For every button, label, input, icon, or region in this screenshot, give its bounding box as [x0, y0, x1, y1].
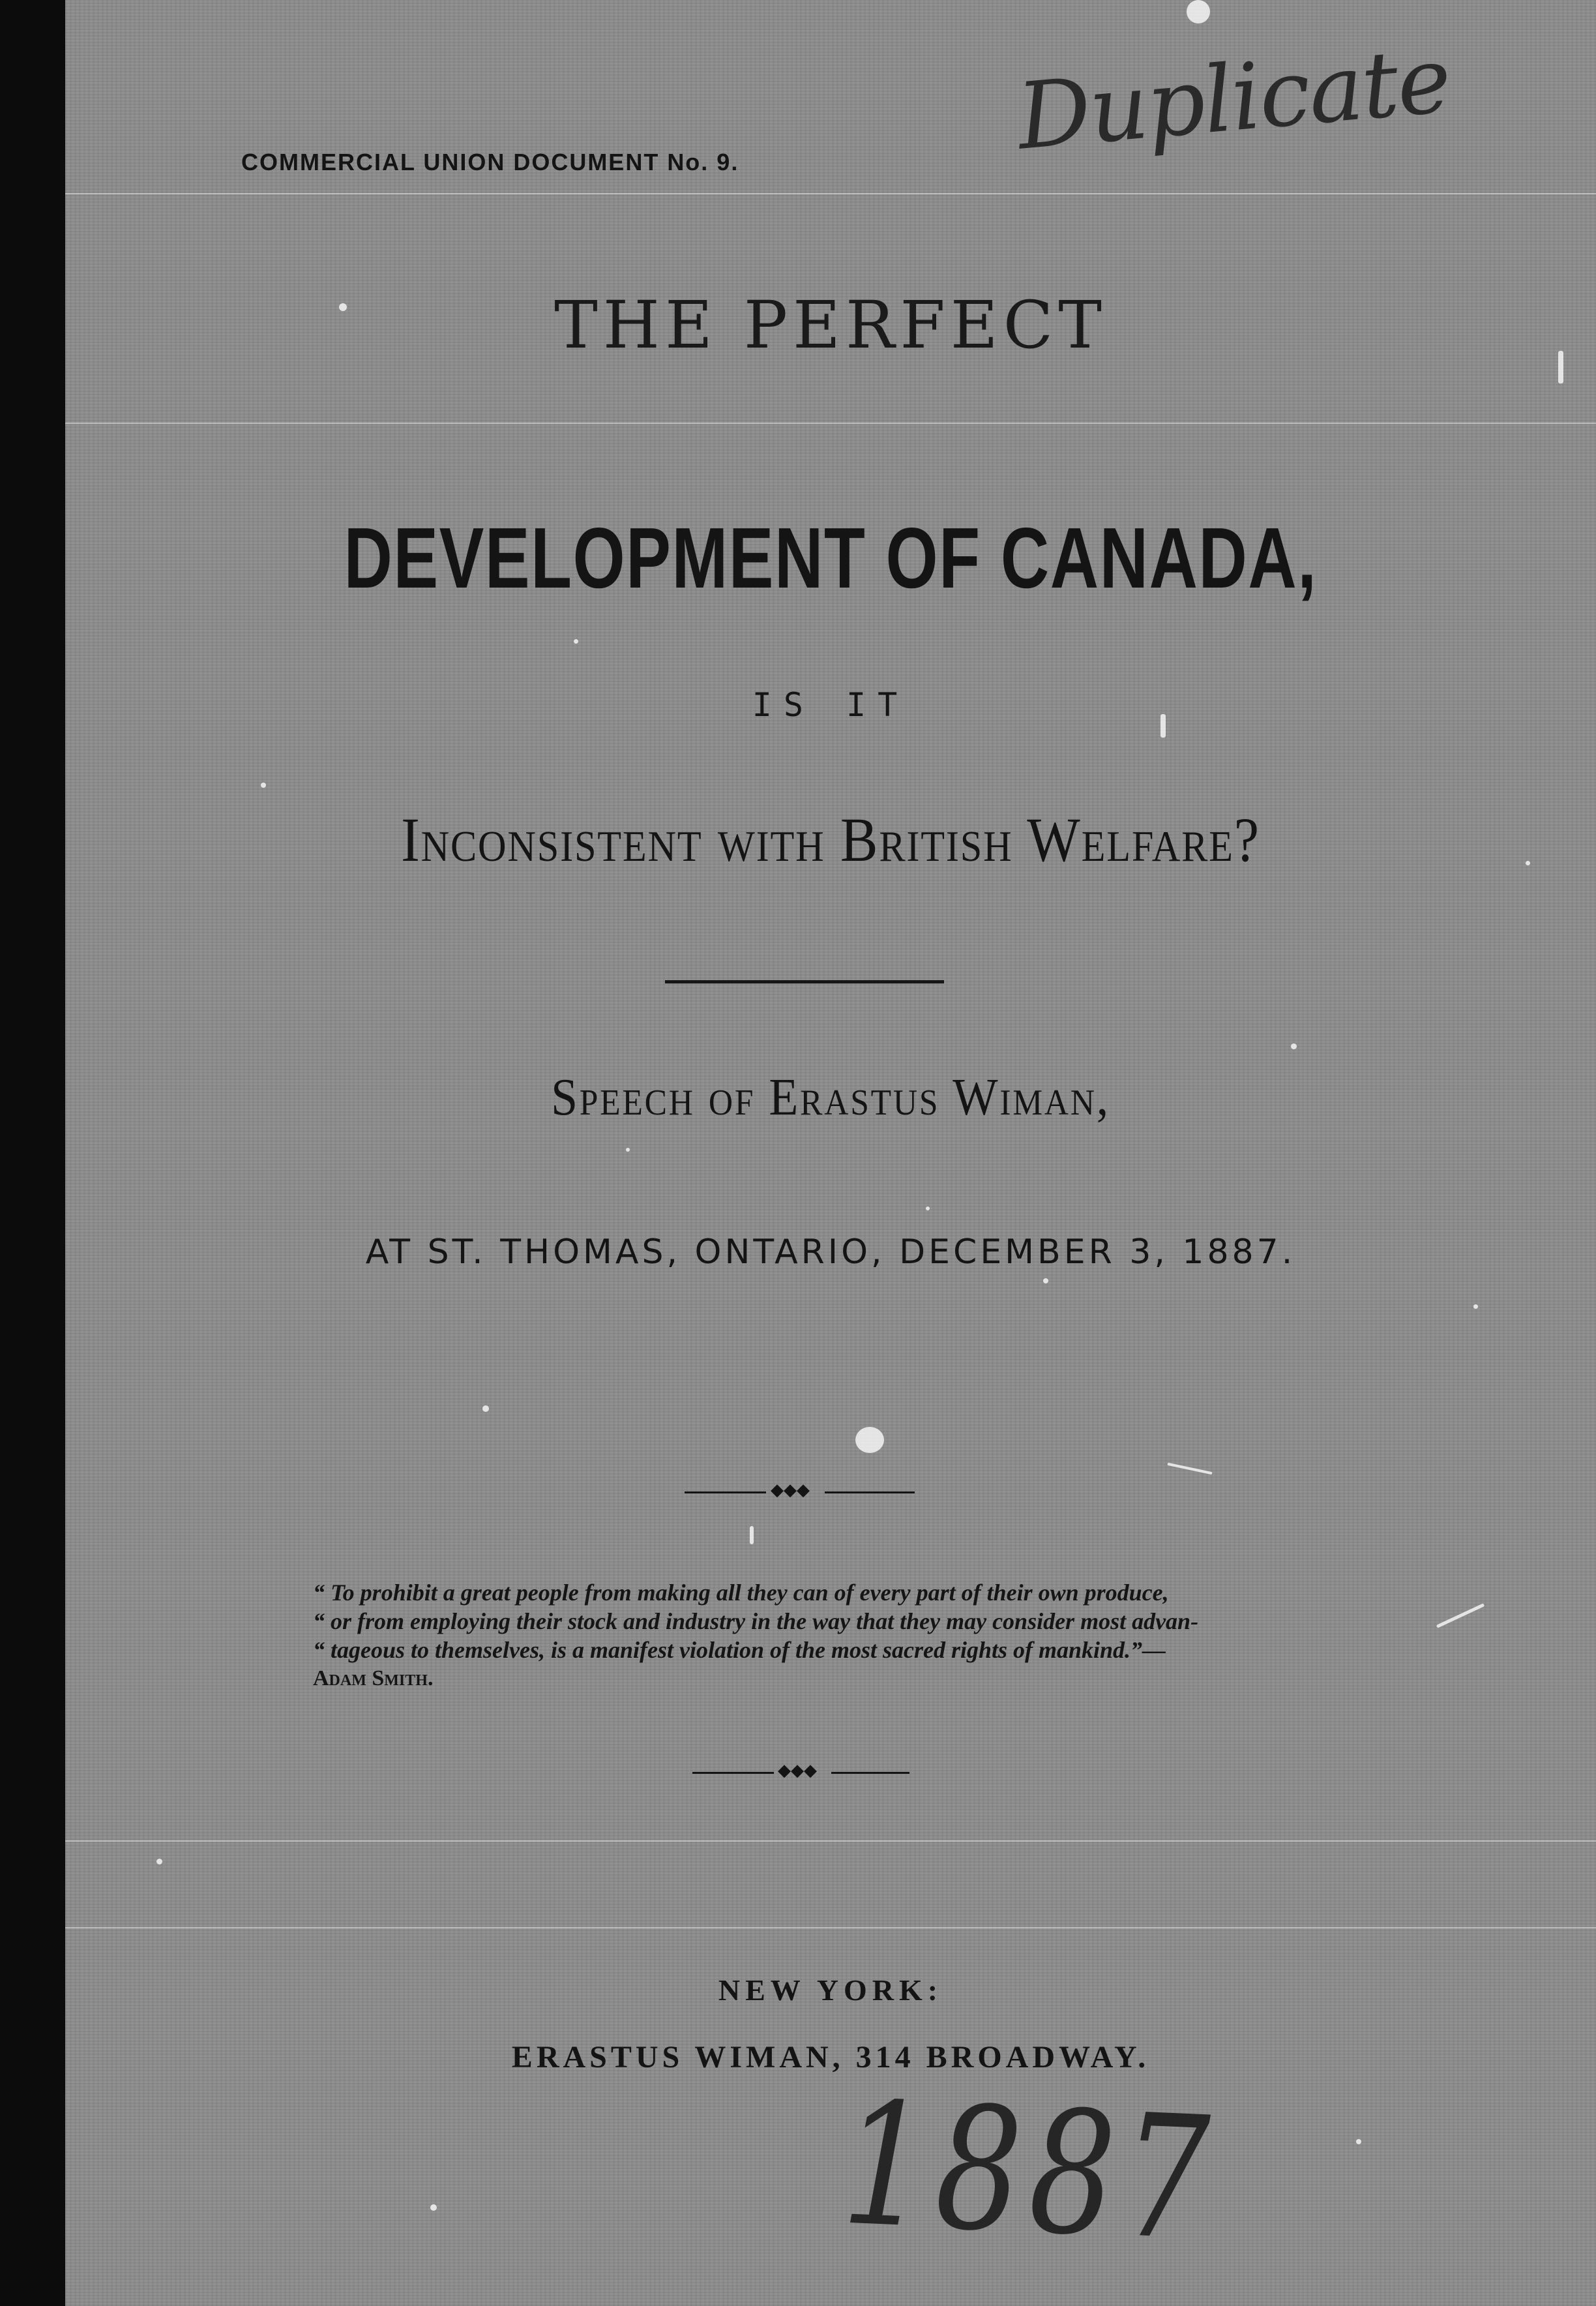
quote-line: “ or from employing their stock and industry in the way that they may consider most advan- — [313, 1608, 1199, 1634]
paper-fold-line — [65, 1840, 1596, 1842]
scan-speck — [626, 1148, 630, 1152]
scan-speck — [482, 1405, 489, 1412]
scan-speck — [1558, 351, 1563, 383]
epigraph-quote — [313, 1578, 1460, 1693]
publisher-address: ERASTUS WIMAN, 314 BROADWAY. — [511, 2040, 1150, 2074]
scan-speck — [1043, 1278, 1048, 1283]
ornament-dots: ◆◆◆ — [778, 1761, 817, 1780]
scan-speck — [926, 1206, 930, 1210]
document-cover — [65, 0, 1596, 2306]
scan-border — [0, 0, 65, 2306]
ornament-line-left — [685, 1491, 766, 1493]
ornament-line-left — [692, 1772, 774, 1774]
scan-speck — [430, 2204, 437, 2211]
series-label: COMMERCIAL UNION DOCUMENT No. 9. — [241, 149, 739, 175]
quote-line: “ To prohibit a great people from making all they can of every part of their own produce, — [313, 1580, 1169, 1606]
scan-speck — [1167, 1463, 1212, 1475]
scan-speck — [339, 303, 347, 311]
title-connector: IS IT — [752, 686, 909, 724]
handwritten-note: Duplicate — [1013, 27, 1455, 171]
scan-speck — [1473, 1304, 1478, 1309]
handwritten-year: 1887 — [839, 2065, 1219, 2279]
scan-speck — [1291, 1043, 1297, 1049]
publisher-city: NEW YORK: — [718, 1973, 943, 2007]
scan-speck — [750, 1526, 754, 1544]
paper-fold-line — [65, 193, 1596, 194]
title-top: THE PERFECT — [554, 287, 1107, 363]
ornament-dots: ◆◆◆ — [771, 1480, 810, 1500]
scan-speck — [1187, 0, 1210, 23]
scan-speck — [261, 783, 266, 788]
quote-attribution: Adam Smith. — [313, 1666, 434, 1690]
scan-speck — [156, 1859, 162, 1864]
divider-rule — [665, 980, 944, 983]
scan-speck — [1160, 714, 1166, 738]
paper-fold-line — [65, 423, 1596, 424]
ornament-line-right — [825, 1491, 915, 1493]
scan-speck — [574, 639, 578, 644]
scan-speck — [1356, 2139, 1361, 2144]
speaker-line: Speech of Erastus Wiman, — [551, 1069, 1110, 1126]
quote-line: “ tageous to themselves, is a manifest violation of the most sacred rights of mankind.”— — [313, 1637, 1166, 1663]
paper-fold-line — [65, 1927, 1596, 1928]
ornament-line-right — [831, 1772, 909, 1774]
scan-speck — [1526, 861, 1530, 865]
subtitle: Inconsistent with British Welfare? — [401, 805, 1260, 875]
scan-speck — [855, 1427, 884, 1453]
page-title: DEVELOPMENT OF CANADA, — [344, 510, 1318, 606]
venue-line: AT ST. THOMAS, ONTARIO, DECEMBER 3, 1887. — [365, 1233, 1296, 1272]
